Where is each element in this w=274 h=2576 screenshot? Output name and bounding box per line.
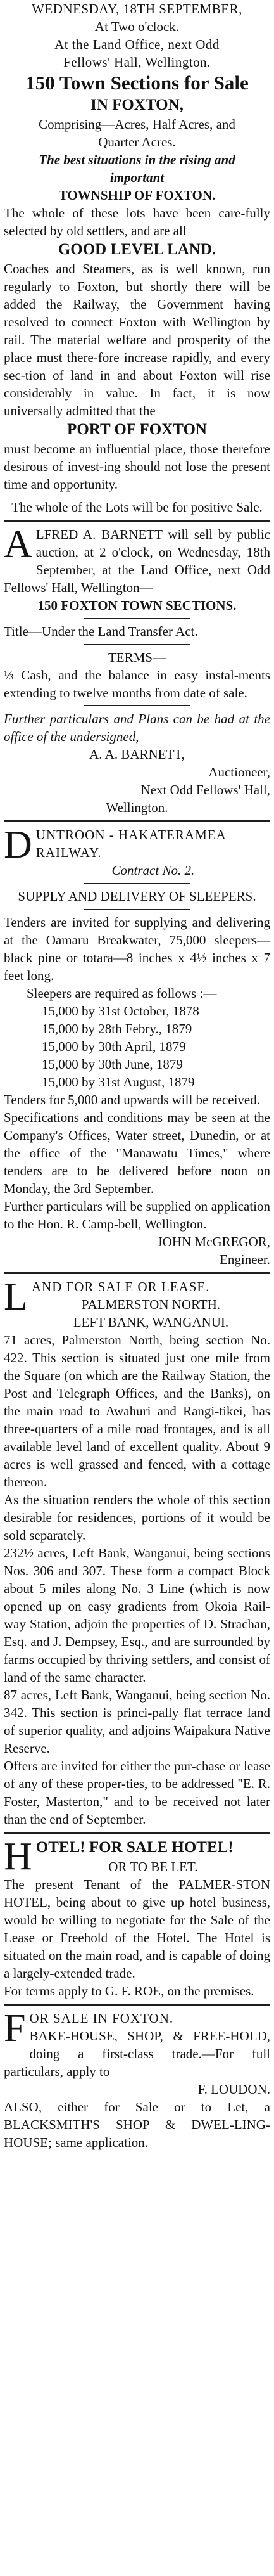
port-heading: PORT OF FOXTON — [67, 421, 207, 438]
short-rule — [84, 644, 190, 645]
hotel-sub: OR TO BE LET. — [108, 1859, 198, 1874]
sale-time: At Two o'clock. — [94, 19, 180, 34]
in-foxton: IN FOXTON, — [90, 96, 184, 113]
auctioneer-address: Next Odd Fellows' Hall, — [140, 782, 270, 797]
further-particulars: Further particulars and Plans can be had at the office of the undersigned, — [4, 711, 274, 744]
schedule-row: 15,000 by 31st October, 1878 — [42, 1003, 199, 1019]
sale-location: At the Land Office, next Odd — [54, 37, 220, 52]
hotel-body: The present Tenant of the PALMER-STON HOTEL, being about to give up hotel business, would be willing to negotiate for the Sale of the Lease or Freehold of the Hotel. The Hotel is situated on the main road, and is capable of doing a largely-extended trade. — [4, 1877, 274, 1981]
engineer-name: JOHN McGREGOR, — [157, 1234, 270, 1249]
comprising: Comprising—Acres, Half Acres, and — [39, 117, 235, 132]
bank-heading: LEFT BANK, WANGANUI. — [73, 1315, 229, 1330]
best-situations-2: important — [109, 170, 165, 185]
bakehouse-text: BAKE-HOUSE, SHOP, & FREE-HOLD, doing a first-class trade.—For full particulars, apply to — [4, 2028, 274, 2079]
blacksmith-text: ALSO, either for Sale or to Let, a BLACKSMITH'S SHOP & DWEL-LING-HOUSE; same application. — [4, 2099, 274, 2150]
hotel-headline-right: SALE HOTEL! — [126, 1839, 234, 1856]
contract-number: Contract No. 2. — [111, 863, 195, 878]
barnett-auction-ad — [4, 523, 274, 816]
drop-cap: A — [4, 523, 32, 566]
auction-lead: LFRED A. BARNETT will sell by public auction, at 2 o'clock, on Wednesday, 18th September, at the Land Office, next Odd Fellows' Hall, Wellington— — [4, 527, 274, 595]
tender-body-1: Tenders are invited for supplying and delivering at the Oamaru Breakwater, 75,000 sleepers—black pine or totara—8 inches x 4½ inches x 7 feet long. — [4, 915, 274, 983]
divider — [4, 820, 270, 822]
divider — [4, 2004, 270, 2006]
railway-heading: UNTROON - HAKATERAMEA RAILWAY. — [35, 827, 230, 860]
positive-sale: The whole of the Lots will be for positive Sale. — [11, 499, 263, 515]
engineer-role: Engineer. — [220, 1252, 270, 1267]
short-rule — [84, 883, 190, 884]
short-rule — [84, 705, 190, 706]
foxton-heading: OR SALE IN FOXTON. — [29, 2011, 174, 2026]
drop-cap: H — [4, 1835, 32, 1878]
hotel-sale-ad — [4, 1835, 274, 2000]
divider — [4, 520, 270, 522]
town-sections-heading: 150 FOXTON TOWN SECTIONS. — [37, 598, 237, 613]
influential-paragraph: must become an influential place, those therefore desirous of invest-ing should not lose the present time and opportunity. — [4, 441, 274, 492]
sale-date: WEDNESDAY, 18TH SEPTEMBER, — [32, 1, 242, 16]
drop-cap: F — [4, 2007, 26, 2050]
tender-body-4: Specifications and conditions may be seen at the Company's Offices, Water street, Dunedin, or at the office of the "Manawatu Times," where tenders are to be delivered before noon on Monday, the 3rd September. — [4, 1110, 274, 1196]
land-para-1: 71 acres, Palmerston North, being section No. 422. This section is situated just one mile from the Square (on which are the Railway Station, the Post and Telegraph Offices, and the Banks), on the main road to Awahuri and Rangi-tikei, has three-quarters of a mile road frontages, and is all available level land of excellent quality. About 9 acres is well grassed and fenced, with a cottage thereon. — [4, 1332, 274, 1490]
lots-paragraph: The whole of these lots have been care-fully selected by old settlers, and are all — [4, 205, 274, 238]
land-para-3: 232½ acres, Left Bank, Wanganui, being sections Nos. 306 and 307. These form a compact Block about 5 miles along No. 3 Line (which is now opened up on easy gradients from Okoia Rail-way Station, adjoin the properties of D. Strachan, Esq. and J. Dempsey, Esq., and are surrounded by farms occupied by thriving settlers, and consist of land of the same character. — [4, 1545, 274, 1685]
divider — [4, 1272, 270, 1274]
tender-body-2: Sleepers are required as follows :— — [27, 986, 217, 1001]
township-heading: TOWNSHIP OF FOXTON. — [58, 188, 216, 203]
land-heading: AND FOR SALE OR LEASE. — [31, 1279, 210, 1294]
hotel-headline — [4, 1838, 270, 1858]
sale-location-2: Fellows' Hall, Wellington. — [63, 55, 211, 70]
supply-heading: SUPPLY AND DELIVERY OF SLEEPERS. — [18, 889, 256, 904]
drop-cap: D — [4, 823, 32, 866]
auctioneer-role: Auctioneer, — [208, 764, 270, 780]
sections-headline: 150 Town Sections for Sale — [25, 72, 249, 94]
terms-heading: TERMS— — [108, 650, 166, 665]
short-rule — [84, 618, 190, 619]
schedule-row: 15,000 by 30th April, 1879 — [42, 1039, 186, 1054]
schedule-row: 15,000 by 28th Febry., 1879 — [42, 1021, 192, 1036]
comprising-2: Quarter Acres. — [98, 134, 176, 150]
drop-cap: L — [4, 1275, 28, 1318]
land-sale-ad — [4, 1275, 274, 1828]
land-para-2: As the situation renders the whole of this section desirable for residences, portions of it would be sold separately. — [4, 1492, 274, 1543]
land-para-5: Offers are invited for either the pur-chase or lease of any of these proper-ties, to be addressed "E. R. Foster, Masterton," and to be received not later than the end of September. — [4, 1758, 274, 1827]
auctioneer-city: Wellington. — [106, 800, 168, 815]
short-rule — [84, 909, 190, 910]
foxton-sections-ad — [4, 0, 274, 516]
land-para-4: 87 acres, Left Bank, Wanganui, being section No. 342. This section is princi-pally flat terrace land of superior quality, and adjoins Waipakura Native Reserve. — [4, 1687, 274, 1756]
divider — [4, 1832, 270, 1834]
hotel-terms: For terms apply to G. F. ROE, on the premises. — [4, 1983, 254, 1999]
hotel-headline-left: OTEL! FOR — [35, 1839, 123, 1856]
schedule-row: 15,000 by 31st August, 1879 — [42, 1074, 195, 1090]
tender-body-3: Tenders for 5,000 and upwards will be received. — [4, 1092, 260, 1107]
title-line: Title—Under the Land Transfer Act. — [4, 624, 198, 639]
coaches-paragraph: Coaches and Steamers, as is well known, run regularly to Foxton, but shortly there will be added the Railway, the Government having resolved to connect Foxton with Wellington by rail. The material welfare and prosperity of the place must there-fore increase rapidly, and every sec-tion of land in and about Foxton will rise considerably in value. In fact, it is now universally admitted that the — [4, 261, 274, 418]
best-situations: The best situations in the rising and — [39, 152, 235, 167]
loudon-signature: F. LOUDON. — [197, 2082, 270, 2097]
foxton-bakery-ad — [4, 2007, 274, 2151]
railway-tender-ad — [4, 823, 274, 1268]
good-level-land: GOOD LEVEL LAND. — [58, 241, 216, 258]
place-heading: PALMERSTON NORTH. — [81, 1297, 221, 1312]
schedule-row: 15,000 by 30th June, 1879 — [42, 1057, 183, 1072]
auctioneer-name: A. A. BARNETT, — [89, 747, 185, 762]
tender-body-5: Further particulars will be supplied on application to the Hon. R. Camp-bell, Wellington. — [4, 1199, 274, 1232]
terms-text: ⅓ Cash, and the balance in easy instal-ments extending to twelve months from date of sale. — [4, 667, 274, 700]
